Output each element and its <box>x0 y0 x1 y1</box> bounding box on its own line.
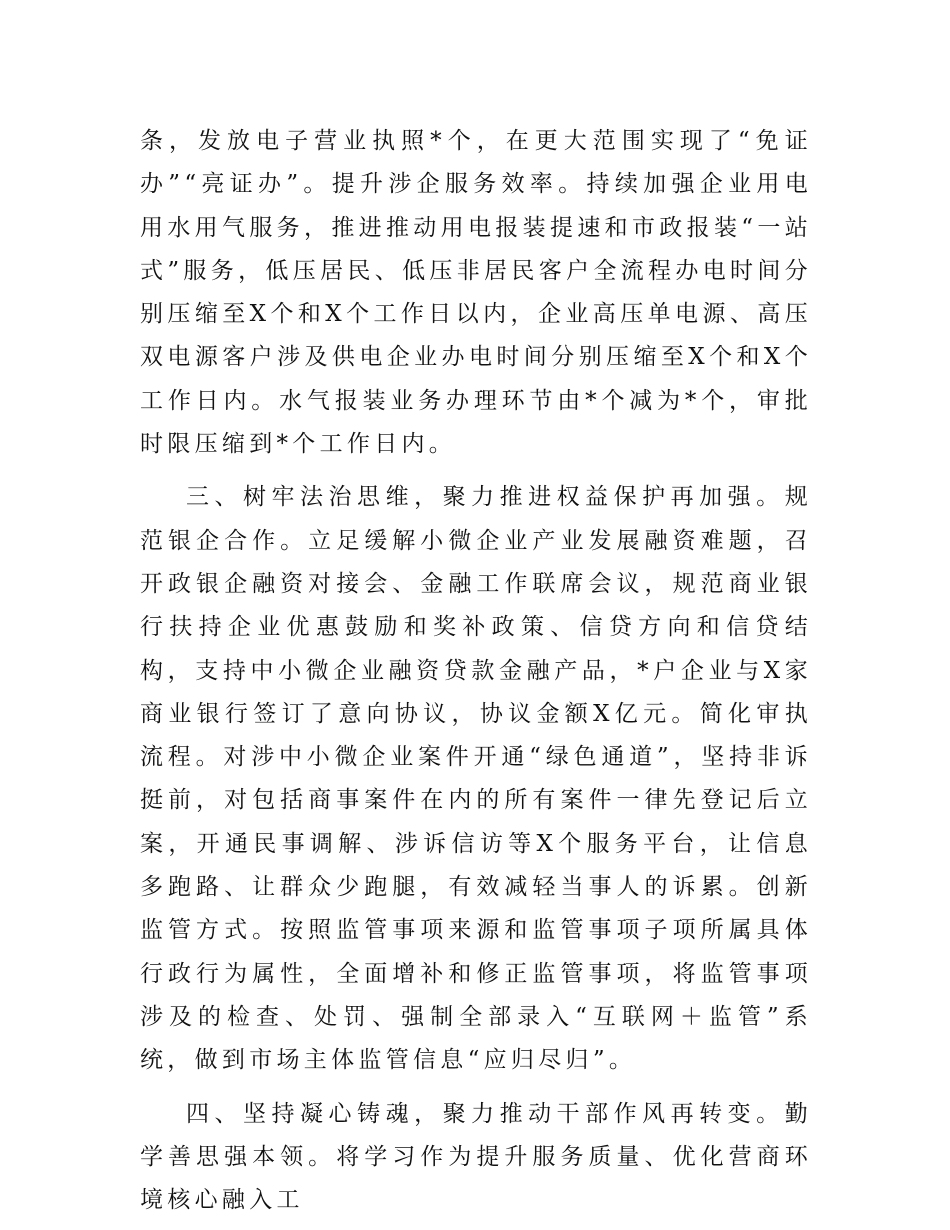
paragraph-section-four: 四、坚持凝心铸魂，聚力推动干部作风再转变。勤学善思强本领。将学习作为提升服务质量、优化营商环境核心融入工 <box>140 1100 812 1214</box>
paragraph-section-three: 三、树牢法治思维，聚力推进权益保护再加强。规范银企合作。立足缓解小微企业产业发展融资难题，召开政银企融资对接会、金融工作联席会议，规范商业银行扶持企业优惠鼓励和奖补政策、信贷方向和信贷结构，支持中小微企业融资贷款金融产品，*户企业与X家商业银行签订了意向协议，协议金额X亿元。简化审执流程。对涉中小微企业案件开通“绿色通道”，坚持非诉挺前，对包括商事案件在内的所有案件一律先登记后立案，开通民事调解、涉诉信访等X个服务平台，让信息多跑路、让群众少跑腿，有效减轻当事人的诉累。创新监管方式。按照监管事项来源和监管事项子项所属具体行政行为属性，全面增补和修正监管事项，将监管事项涉及的检查、处罚、强制全部录入“互联网＋监管”系统，做到市场主体监管信息“应归尽归”。 <box>140 484 812 1074</box>
paragraph-continuation: 条，发放电子营业执照*个，在更大范围实现了“免证办”“亮证办”。提升涉企服务效率。持续加强企业用电用水用气服务，推进推动用电报装提速和市政报装“一站式”服务，低压居民、低压非居民客户全流程办电时间分别压缩至X个和X个工作日以内，企业高压单电源、高压双电源客户涉及供电企业办电时间分别压缩至X个和X个工作日内。水气报装业务办理环节由*个减为*个，审批时限压缩到*个工作日内。 <box>140 128 812 458</box>
document-body <box>140 120 812 1222</box>
